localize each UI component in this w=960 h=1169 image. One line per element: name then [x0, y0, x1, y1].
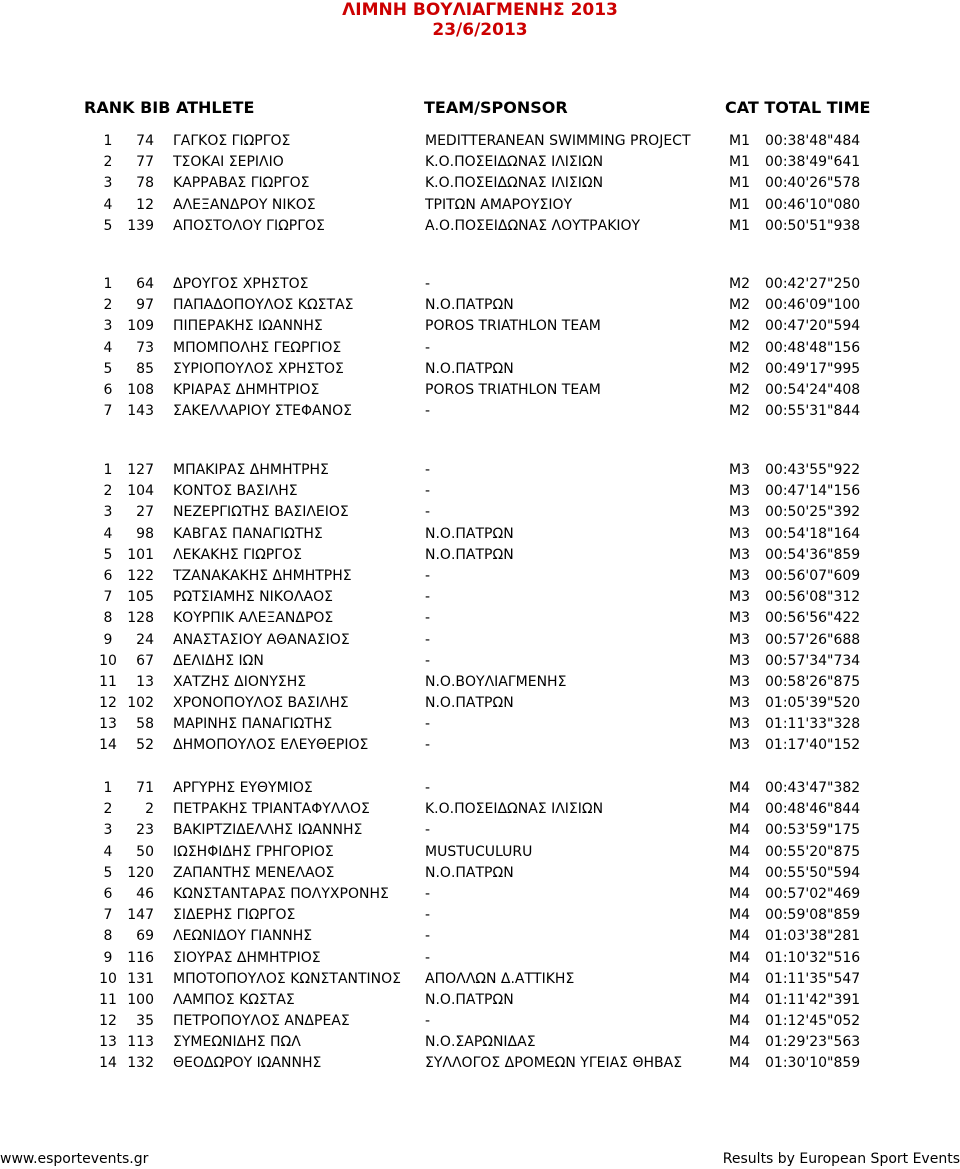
table-row	[0, 481, 960, 502]
team-cell: -	[425, 928, 431, 945]
time-cell: 01:17'40"152	[765, 737, 861, 754]
team-cell: -	[425, 907, 431, 924]
category-cell: M4	[729, 885, 750, 902]
category-cell: M1	[729, 196, 750, 213]
athlete-cell: ΡΩΤΣΙΑΜΗΣ ΝΙΚΟΛΑΟΣ	[173, 589, 333, 606]
table-row	[0, 672, 960, 693]
athlete-cell: ΣΑΚΕΛΛΑΡΙΟΥ ΣΤΕΦΑΝΟΣ	[173, 403, 352, 420]
bib-cell: 52	[136, 737, 154, 754]
time-cell: 00:59'08"859	[765, 907, 861, 924]
athlete-cell: ΚΟΥΡΠΙΚ ΑΛΕΞΑΝΔΡΟΣ	[173, 610, 334, 627]
athlete-cell: ΛΑΜΠΟΣ ΚΩΣΤΑΣ	[173, 991, 295, 1008]
table-row	[0, 401, 960, 422]
rank-cell: 12	[99, 695, 117, 712]
team-cell: -	[425, 339, 431, 356]
bib-cell: 98	[136, 525, 154, 542]
athlete-cell: ΑΠΟΣΤΟΛΟΥ ΓΙΩΡΓΟΣ	[173, 217, 325, 234]
table-row	[0, 608, 960, 629]
table-row	[0, 524, 960, 545]
time-cell: 00:40'26"578	[765, 175, 861, 192]
team-cell: -	[425, 483, 431, 500]
table-row	[0, 359, 960, 380]
category-cell: M3	[729, 652, 750, 669]
rank-cell: 5	[103, 546, 113, 563]
rank-cell: 4	[103, 196, 113, 213]
team-cell: -	[425, 949, 431, 966]
results-group-m3	[0, 460, 960, 757]
time-cell: 00:50'25"392	[765, 504, 861, 521]
time-cell: 00:42'27"250	[765, 276, 861, 292]
time-cell: 01:03'38"281	[765, 928, 861, 945]
rank-cell: 7	[103, 403, 113, 420]
team-cell: -	[425, 716, 431, 733]
table-row	[0, 295, 960, 316]
time-cell: 00:46'10"080	[765, 196, 861, 213]
category-cell: M2	[729, 360, 750, 377]
time-cell: 00:48'46"844	[765, 801, 861, 818]
table-row	[0, 905, 960, 926]
rank-cell: 2	[103, 154, 113, 171]
bib-cell: 23	[136, 822, 154, 839]
athlete-cell: ΧΡΟΝΟΠΟΥΛΟΣ ΒΑΣΙΛΗΣ	[173, 695, 349, 712]
team-cell: ΑΠΟΛΛΩΝ Δ.ΑΤΤΙΚΗΣ	[425, 970, 575, 987]
athlete-cell: ΘΕΟΔΩΡΟΥ ΙΩΑΝΝΗΣ	[173, 1055, 322, 1072]
table-row	[0, 1011, 960, 1032]
time-cell: 00:56'08"312	[765, 589, 861, 606]
time-cell: 00:53'59"175	[765, 822, 861, 839]
rank-cell: 9	[103, 949, 113, 966]
table-row	[0, 1032, 960, 1053]
bib-cell: 113	[127, 1034, 154, 1051]
category-cell: M3	[729, 504, 750, 521]
team-cell: -	[425, 589, 431, 606]
time-cell: 00:56'07"609	[765, 567, 861, 584]
table-row	[0, 948, 960, 969]
category-cell: M4	[729, 991, 750, 1008]
rank-cell: 11	[99, 673, 117, 690]
time-cell: 00:57'02"469	[765, 885, 861, 902]
time-cell: 00:46'09"100	[765, 297, 861, 314]
category-cell: M3	[729, 462, 750, 478]
athlete-cell: ΙΩΣΗΦΙΔΗΣ ΓΡΗΓΟΡΙΟΣ	[173, 843, 334, 860]
team-cell: ΤΡΙΤΩΝ ΑΜΑΡΟΥΣΙΟΥ	[425, 196, 573, 213]
time-cell: 00:54'24"408	[765, 381, 861, 398]
rank-cell: 1	[103, 462, 113, 478]
team-cell: -	[425, 462, 431, 478]
rank-cell: 3	[103, 175, 113, 192]
bib-cell: 2	[145, 801, 154, 818]
time-cell: 00:55'20"875	[765, 843, 861, 860]
table-row	[0, 969, 960, 990]
bib-cell: 69	[136, 928, 154, 945]
bib-cell: 101	[127, 546, 154, 563]
time-cell: 00:54'18"164	[765, 525, 861, 542]
rank-cell: 13	[99, 716, 117, 733]
time-cell: 01:11'42"391	[765, 991, 861, 1008]
athlete-cell: ΠΙΠΕΡΑΚΗΣ ΙΩΑΝΝΗΣ	[173, 318, 323, 335]
table-row	[0, 195, 960, 216]
time-cell: 00:43'47"382	[765, 780, 861, 796]
time-cell: 00:48'48"156	[765, 339, 861, 356]
athlete-cell: ΑΛΕΞΑΝΔΡΟΥ ΝΙΚΟΣ	[173, 196, 316, 213]
bib-cell: 74	[136, 133, 154, 149]
team-cell: -	[425, 1013, 431, 1030]
rank-cell: 11	[99, 991, 117, 1008]
rank-cell: 4	[103, 843, 113, 860]
bib-cell: 120	[127, 864, 154, 881]
time-cell: 01:10'32"516	[765, 949, 861, 966]
bib-cell: 100	[127, 991, 154, 1008]
table-row	[0, 274, 960, 295]
bib-cell: 132	[127, 1055, 154, 1072]
category-cell: M4	[729, 801, 750, 818]
category-cell: M1	[729, 133, 750, 149]
category-cell: M2	[729, 297, 750, 314]
table-row	[0, 863, 960, 884]
team-cell: -	[425, 567, 431, 584]
table-row	[0, 545, 960, 566]
time-cell: 01:11'35"547	[765, 970, 861, 987]
time-cell: 01:12'45"052	[765, 1013, 861, 1030]
rank-cell: 10	[99, 652, 117, 669]
rank-cell: 9	[103, 631, 113, 648]
rank-cell: 2	[103, 483, 113, 500]
time-cell: 00:54'36"859	[765, 546, 861, 563]
team-cell: -	[425, 610, 431, 627]
category-cell: M4	[729, 1034, 750, 1051]
table-row	[0, 651, 960, 672]
athlete-cell: ΝΕΖΕΡΓΙΩΤΗΣ ΒΑΣΙΛΕΙΟΣ	[173, 504, 349, 521]
table-row	[0, 799, 960, 820]
team-cell: Ν.Ο.ΠΑΤΡΩΝ	[425, 525, 514, 542]
bib-cell: 109	[127, 318, 154, 335]
time-cell: 01:29'23"563	[765, 1034, 861, 1051]
table-row	[0, 216, 960, 237]
team-cell: Ν.Ο.ΠΑΤΡΩΝ	[425, 864, 514, 881]
table-row	[0, 630, 960, 651]
rank-cell: 8	[103, 610, 113, 627]
table-row	[0, 714, 960, 735]
rank-cell: 2	[103, 297, 113, 314]
results-group-m2	[0, 274, 960, 422]
results-group-m1	[0, 131, 960, 237]
table-row	[0, 380, 960, 401]
team-cell: ΣΥΛΛΟΓΟΣ ΔΡΟΜΕΩΝ ΥΓΕΙΑΣ ΘΗΒΑΣ	[425, 1055, 683, 1072]
team-cell: Ν.Ο.ΠΑΤΡΩΝ	[425, 297, 514, 314]
category-cell: M4	[729, 1055, 750, 1072]
bib-cell: 24	[136, 631, 154, 648]
category-cell: M2	[729, 381, 750, 398]
athlete-cell: ΜΑΡΙΝΗΣ ΠΑΝΑΓΙΩΤΗΣ	[173, 716, 333, 733]
bib-cell: 67	[136, 652, 154, 669]
team-cell: -	[425, 737, 431, 754]
category-cell: M3	[729, 737, 750, 754]
category-cell: M2	[729, 318, 750, 335]
category-cell: M4	[729, 928, 750, 945]
athlete-cell: ΣΥΜΕΩΝΙΔΗΣ ΠΩΛ	[173, 1034, 301, 1051]
table-row	[0, 926, 960, 947]
rank-cell: 5	[103, 864, 113, 881]
category-cell: M2	[729, 276, 750, 292]
category-cell: M3	[729, 673, 750, 690]
team-cell: Ν.Ο.ΒΟΥΛΙΑΓΜΕΝΗΣ	[425, 673, 567, 690]
category-cell: M3	[729, 610, 750, 627]
bib-cell: 85	[136, 360, 154, 377]
team-cell: -	[425, 631, 431, 648]
team-cell: Ν.Ο.ΣΑΡΩΝΙΔΑΣ	[425, 1034, 536, 1051]
athlete-cell: ΚΩΝΣΤΑΝΤΑΡΑΣ ΠΟΛΥΧΡΟΝΗΣ	[173, 885, 389, 902]
team-cell: Κ.Ο.ΠΟΣΕΙΔΩΝΑΣ ΙΛΙΣΙΩΝ	[425, 175, 604, 192]
athlete-cell: ΠΑΠΑΔΟΠΟΥΛΟΣ ΚΩΣΤΑΣ	[173, 297, 354, 314]
athlete-cell: ΓΑΓΚΟΣ ΓΙΩΡΓΟΣ	[173, 133, 291, 149]
category-cell: M3	[729, 589, 750, 606]
athlete-cell: ΤΣΟΚΑΙ ΣΕΡΙΛΙΟ	[173, 154, 284, 171]
athlete-cell: ΑΡΓΥΡΗΣ ΕΥΘΥΜΙΟΣ	[173, 780, 313, 796]
time-cell: 00:55'50"594	[765, 864, 861, 881]
rank-cell: 6	[103, 381, 113, 398]
athlete-cell: ΚΑΡΡΑΒΑΣ ΓΙΩΡΓΟΣ	[173, 175, 310, 192]
bib-cell: 77	[136, 154, 154, 171]
bib-cell: 35	[136, 1013, 154, 1030]
rank-cell: 13	[99, 1034, 117, 1051]
header-team: TEAM/SPONSOR	[424, 98, 568, 117]
bib-cell: 27	[136, 504, 154, 521]
athlete-cell: ΠΕΤΡΟΠΟΥΛΟΣ ΑΝΔΡΕΑΣ	[173, 1013, 350, 1030]
rank-cell: 14	[99, 737, 117, 754]
rank-cell: 14	[99, 1055, 117, 1072]
team-cell: -	[425, 504, 431, 521]
page-title: ΛΙΜΝΗ ΒΟΥΛΙΑΓΜΕΝΗΣ 2013	[342, 0, 618, 20]
team-cell: Ν.Ο.ΠΑΤΡΩΝ	[425, 360, 514, 377]
bib-cell: 143	[127, 403, 154, 420]
athlete-cell: ΣΙΔΕΡΗΣ ΓΙΩΡΓΟΣ	[173, 907, 296, 924]
time-cell: 00:56'56"422	[765, 610, 861, 627]
bib-cell: 122	[127, 567, 154, 584]
athlete-cell: ΚΑΒΓΑΣ ΠΑΝΑΓΙΩΤΗΣ	[173, 525, 323, 542]
table-row	[0, 316, 960, 337]
category-cell: M3	[729, 546, 750, 563]
footer-website: www.esportevents.gr	[0, 1151, 149, 1167]
time-cell: 01:30'10"859	[765, 1055, 861, 1072]
table-row	[0, 693, 960, 714]
athlete-cell: ΤΖΑΝΑΚΑΚΗΣ ΔΗΜΗΤΡΗΣ	[173, 567, 352, 584]
event-date: 23/6/2013	[432, 20, 528, 40]
bib-cell: 108	[127, 381, 154, 398]
athlete-cell: ΣΥΡΙΟΠΟΥΛΟΣ ΧΡΗΣΤΟΣ	[173, 360, 344, 377]
time-cell: 00:57'34"734	[765, 652, 861, 669]
category-cell: M1	[729, 217, 750, 234]
category-cell: M3	[729, 695, 750, 712]
time-cell: 00:38'49"641	[765, 154, 861, 171]
athlete-cell: ΔΡΟΥΓΟΣ ΧΡΗΣΤΟΣ	[173, 276, 309, 292]
athlete-cell: ΑΝΑΣΤΑΣΙΟΥ ΑΘΑΝΑΣΙΟΣ	[173, 631, 350, 648]
team-cell: MUSTUCULURU	[425, 843, 533, 860]
table-row	[0, 778, 960, 799]
rank-cell: 1	[103, 133, 113, 149]
category-cell: M4	[729, 822, 750, 839]
bib-cell: 105	[127, 589, 154, 606]
bib-cell: 78	[136, 175, 154, 192]
rank-cell: 7	[103, 907, 113, 924]
team-cell: Ν.Ο.ΠΑΤΡΩΝ	[425, 546, 514, 563]
bib-cell: 127	[127, 462, 154, 478]
rank-cell: 12	[99, 1013, 117, 1030]
bib-cell: 64	[136, 276, 154, 292]
bib-cell: 58	[136, 716, 154, 733]
rank-cell: 1	[103, 276, 113, 292]
bib-cell: 97	[136, 297, 154, 314]
time-cell: 00:47'20"594	[765, 318, 861, 335]
bib-cell: 116	[127, 949, 154, 966]
athlete-cell: ΛΕΩΝΙΔΟΥ ΓΙΑΝΝΗΣ	[173, 928, 313, 945]
team-cell: POROS TRIATHLON TEAM	[425, 381, 601, 398]
time-cell: 01:11'33"328	[765, 716, 861, 733]
rank-cell: 5	[103, 360, 113, 377]
bib-cell: 46	[136, 885, 154, 902]
time-cell: 00:43'55"922	[765, 462, 861, 478]
bib-cell: 147	[127, 907, 154, 924]
category-cell: M4	[729, 949, 750, 966]
time-cell: 00:38'48"484	[765, 133, 861, 149]
category-cell: M2	[729, 339, 750, 356]
time-cell: 00:49'17"995	[765, 360, 861, 377]
rank-cell: 4	[103, 339, 113, 356]
team-cell: -	[425, 403, 431, 420]
table-row	[0, 338, 960, 359]
rank-cell: 4	[103, 525, 113, 542]
team-cell: Κ.Ο.ΠΟΣΕΙΔΩΝΑΣ ΙΛΙΣΙΩΝ	[425, 801, 604, 818]
athlete-cell: ΜΠΑΚΙΡΑΣ ΔΗΜΗΤΡΗΣ	[173, 462, 329, 478]
team-cell: -	[425, 652, 431, 669]
table-row	[0, 1053, 960, 1074]
category-cell: M3	[729, 483, 750, 500]
team-cell: Ν.Ο.ΠΑΤΡΩΝ	[425, 991, 514, 1008]
rank-cell: 5	[103, 217, 113, 234]
athlete-cell: ΔΕΛΙΔΗΣ ΙΩΝ	[173, 652, 264, 669]
results-group-m4	[0, 778, 960, 1075]
time-cell: 01:05'39"520	[765, 695, 861, 712]
time-cell: 00:55'31"844	[765, 403, 861, 420]
bib-cell: 139	[127, 217, 154, 234]
bib-cell: 102	[127, 695, 154, 712]
team-cell: Α.Ο.ΠΟΣΕΙΔΩΝΑΣ ΛΟΥΤΡΑΚΙΟΥ	[425, 217, 641, 234]
category-cell: M3	[729, 567, 750, 584]
category-cell: M3	[729, 716, 750, 733]
table-row	[0, 990, 960, 1011]
bib-cell: 73	[136, 339, 154, 356]
team-cell: -	[425, 780, 431, 796]
rank-cell: 2	[103, 801, 113, 818]
bib-cell: 128	[127, 610, 154, 627]
rank-cell: 8	[103, 928, 113, 945]
rank-cell: 1	[103, 780, 113, 796]
category-cell: M4	[729, 780, 750, 796]
rank-cell: 3	[103, 504, 113, 521]
category-cell: M4	[729, 843, 750, 860]
athlete-cell: ΧΑΤΖΗΣ ΔΙΟΝΥΣΗΣ	[173, 673, 307, 690]
athlete-cell: ΜΠΟΜΠΟΛΗΣ ΓΕΩΡΓΙΟΣ	[173, 339, 342, 356]
athlete-cell: ΚΟΝΤΟΣ ΒΑΣΙΛΗΣ	[173, 483, 298, 500]
team-cell: Ν.Ο.ΠΑΤΡΩΝ	[425, 695, 514, 712]
table-row	[0, 820, 960, 841]
rank-cell: 7	[103, 589, 113, 606]
category-cell: M3	[729, 631, 750, 648]
rank-cell: 6	[103, 885, 113, 902]
header-cat-time: CAT TOTAL TIME	[725, 98, 871, 117]
table-row	[0, 884, 960, 905]
category-cell: M2	[729, 403, 750, 420]
team-cell: MEDITTERANEAN SWIMMING PROJECT	[425, 133, 691, 149]
table-row	[0, 566, 960, 587]
table-row	[0, 842, 960, 863]
time-cell: 00:57'26"688	[765, 631, 861, 648]
table-row	[0, 460, 960, 481]
header-rank-bib-athlete: RANK BIB ATHLETE	[84, 98, 255, 117]
rank-cell: 3	[103, 318, 113, 335]
team-cell: -	[425, 276, 431, 292]
athlete-cell: ΜΠΟΤΟΠΟΥΛΟΣ ΚΩΝΣΤΑΝΤΙΝΟΣ	[173, 970, 402, 987]
table-row	[0, 131, 960, 152]
bib-cell: 71	[136, 780, 154, 796]
time-cell: 00:47'14"156	[765, 483, 861, 500]
athlete-cell: ΔΗΜΟΠΟΥΛΟΣ ΕΛΕΥΘΕΡΙΟΣ	[173, 737, 369, 754]
table-row	[0, 152, 960, 173]
team-cell: -	[425, 885, 431, 902]
bib-cell: 131	[127, 970, 154, 987]
rank-cell: 6	[103, 567, 113, 584]
footer-credit: Results by European Sport Events	[722, 1151, 960, 1167]
team-cell: -	[425, 822, 431, 839]
category-cell: M4	[729, 907, 750, 924]
category-cell: M3	[729, 525, 750, 542]
athlete-cell: ΒΑΚΙΡΤΖΙΔΕΛΛΗΣ ΙΩΑΝΝΗΣ	[173, 822, 363, 839]
time-cell: 00:50'51"938	[765, 217, 861, 234]
table-row	[0, 502, 960, 523]
category-cell: M1	[729, 154, 750, 171]
bib-cell: 50	[136, 843, 154, 860]
rank-cell: 10	[99, 970, 117, 987]
athlete-cell: ΛΕΚΑΚΗΣ ΓΙΩΡΓΟΣ	[173, 546, 302, 563]
athlete-cell: ΣΙΟΥΡΑΣ ΔΗΜΗΤΡΙΟΣ	[173, 949, 321, 966]
category-cell: M4	[729, 1013, 750, 1030]
rank-cell: 3	[103, 822, 113, 839]
table-row	[0, 587, 960, 608]
time-cell: 00:58'26"875	[765, 673, 861, 690]
team-cell: POROS TRIATHLON TEAM	[425, 318, 601, 335]
category-cell: M4	[729, 864, 750, 881]
category-cell: M4	[729, 970, 750, 987]
team-cell: Κ.Ο.ΠΟΣΕΙΔΩΝΑΣ ΙΛΙΣΙΩΝ	[425, 154, 604, 171]
table-row	[0, 173, 960, 194]
bib-cell: 12	[136, 196, 154, 213]
athlete-cell: ΚΡΙΑΡΑΣ ΔΗΜΗΤΡΙΟΣ	[173, 381, 320, 398]
bib-cell: 104	[127, 483, 154, 500]
category-cell: M1	[729, 175, 750, 192]
bib-cell: 13	[136, 673, 154, 690]
athlete-cell: ΠΕΤΡΑΚΗΣ ΤΡΙΑΝΤΑΦΥΛΛΟΣ	[173, 801, 370, 818]
athlete-cell: ΖΑΠΑΝΤΗΣ ΜΕΝΕΛΑΟΣ	[173, 864, 335, 881]
table-row	[0, 735, 960, 756]
